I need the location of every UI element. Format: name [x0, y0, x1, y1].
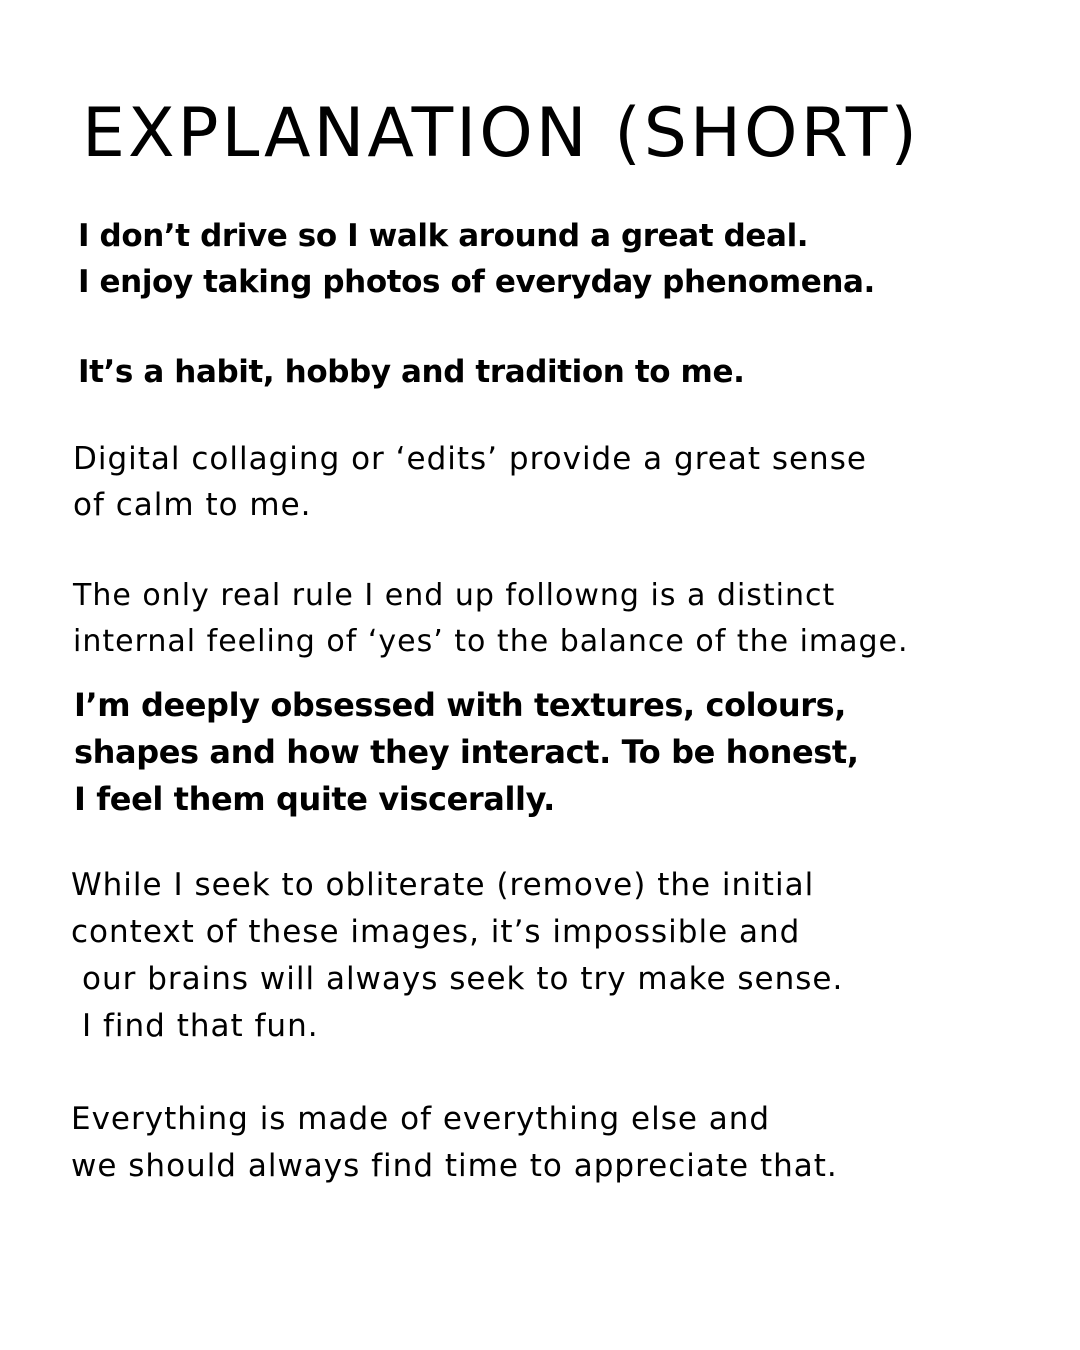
- paragraph-walking: [78, 213, 875, 305]
- text-line: shapes and how they interact. To be honest,: [74, 733, 859, 771]
- text-line: I feel them quite viscerally.: [74, 780, 555, 818]
- text-line: our brains will always seek to try make sense.: [82, 961, 844, 997]
- paragraph-context: [71, 862, 843, 1050]
- paragraph-collaging: [73, 436, 867, 528]
- paragraph-textures: [74, 682, 859, 823]
- paragraph-rule: [73, 573, 909, 665]
- text-line: context of these images, it’s impossible and: [71, 914, 801, 950]
- text-line: Everything is made of everything else and: [71, 1101, 771, 1137]
- text-line: It’s a habit, hobby and tradition to me.: [78, 354, 745, 390]
- text-line: The only real rule I end up followng is a distinct: [73, 578, 836, 613]
- text-line: I’m deeply obsessed with textures, colours,: [74, 686, 846, 724]
- paragraph-habit: [78, 349, 744, 395]
- text-line: I don’t drive so I walk around a great deal.: [78, 218, 809, 254]
- text-line: I enjoy taking photos of everyday phenomena.: [78, 264, 875, 300]
- text-line: internal feeling of ‘yes’ to the balance of the image.: [73, 624, 909, 659]
- page-title: EXPLANATION (SHORT): [82, 94, 920, 173]
- text-line: Digital collaging or ‘edits’ provide a great sense: [73, 441, 867, 477]
- text-line: of calm to me.: [73, 487, 312, 523]
- text-line: While I seek to obliterate (remove) the initial: [71, 867, 815, 903]
- text-line: I find that fun.: [82, 1008, 319, 1044]
- paragraph-everything: [71, 1096, 838, 1190]
- text-line: we should always find time to appreciate that.: [71, 1148, 838, 1184]
